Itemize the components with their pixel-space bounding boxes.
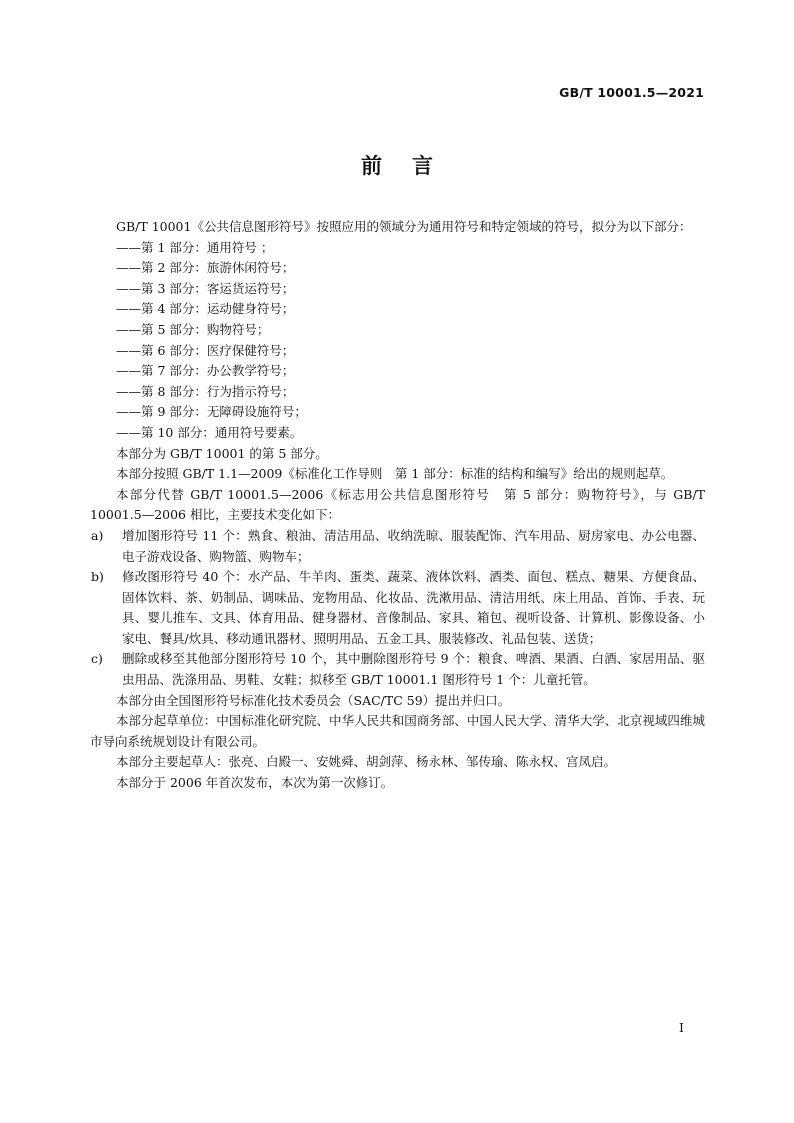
part-item: ——第 9 部分：无障碍设施符号；: [116, 404, 307, 420]
this-part-paragraph: 本部分为 GB/T 10001 的第 5 部分。: [116, 445, 328, 461]
part-item: ——第 7 部分：办公教学符号；: [116, 363, 295, 379]
part-item: ——第 2 部分：旅游休闲符号；: [116, 260, 295, 276]
page-title: 前言: [361, 154, 463, 178]
intro-paragraph: GB/T 10001《公共信息图形符号》按照应用的领域分为通用符号和特定领域的符号，拟分为以下部分：: [116, 219, 692, 234]
part-item: ——第 6 部分：医疗保健符号；: [116, 342, 295, 358]
list-marker: a): [91, 527, 104, 543]
change-item-c: [90, 649, 705, 690]
proposer-paragraph: 本部分由全国图形符号标准化技术委员会（SAC/TC 59）提出并归口。: [116, 692, 511, 708]
drafting-rules-paragraph: 本部分按照 GB/T 1.1—2009《标准化工作导则 第 1 部分：标准的结构和编写》给出的规则起草。: [116, 466, 674, 482]
part-item: ——第 5 部分：购物符号；: [116, 321, 270, 337]
list-marker: c): [91, 651, 103, 667]
list-text: 删除或移至其他部分图形符号 10 个，其中删除图形符号 9 个：粮食、啤酒、果酒、白酒、家居用品、驱虫用品、洗涤用品、男鞋、女鞋；拟移至 GB/T 10001.1 图形符号 1 个：儿童托管。: [122, 651, 705, 688]
foreword-body: [90, 217, 705, 794]
list-text: 修改图形符号 40 个：水产品、牛羊肉、蛋类、蔬菜、液体饮料、酒类、面包、糕点、糖果、方便食品、固体饮料、茶、奶制品、调味品、宠物用品、化妆品、洗漱用品、清洁用纸、床上用品、首饰、手表、玩具、婴儿推车、文具、体育用品、健身器材、音像制品、家具、箱包、视听设备、计算机、影像设备、小家电、餐具/炊具、移动通讯器材、照明用品、五金工具、服装修改、礼品包装、送货；: [122, 569, 705, 646]
history-paragraph: 本部分于 2006 年首次发布，本次为第一次修订。: [116, 775, 394, 791]
list-text: 增加图形符号 11 个：熟食、粮油、清洁用品、收纳洗晾、服装配饰、汽车用品、厨房家电、办公电器、电子游戏设备、购物篮、购物车；: [122, 527, 705, 564]
page-number: I: [679, 1020, 684, 1035]
list-marker: b): [91, 569, 104, 585]
part-item: ——第 1 部分：通用符号 ；: [116, 239, 274, 255]
change-item-a: [90, 526, 705, 567]
part-item: ——第 3 部分：客运货运符号；: [116, 280, 295, 296]
drafting-units-paragraph: 本部分起草单位：中国标准化研究院、中华人民共和国商务部、中国人民大学、清华大学、北京视域四维城市导向系统规划设计有限公司。: [90, 713, 705, 749]
change-item-b: [90, 567, 705, 649]
parts-list: [90, 238, 705, 444]
part-item: ——第 8 部分：行为指示符号；: [116, 383, 295, 399]
part-item: ——第 4 部分：运动健身符号；: [116, 301, 295, 317]
replaces-paragraph: 本部分代替 GB/T 10001.5—2006《标志用公共信息图形符号 第 5 部分：购物符号》，与 GB/T 10001.5—2006 相比，主要技术变化如下：: [90, 486, 705, 523]
changes-list: [90, 526, 705, 691]
drafters-paragraph: 本部分主要起草人：张亮、白殿一、安姚舜、胡剑萍、杨永林、邹传瑜、陈永权、宫凤启。: [116, 754, 617, 770]
standard-id: GB/T 10001.5—2021: [559, 85, 704, 100]
part-item: ——第 10 部分：通用符号要素。: [116, 424, 303, 440]
